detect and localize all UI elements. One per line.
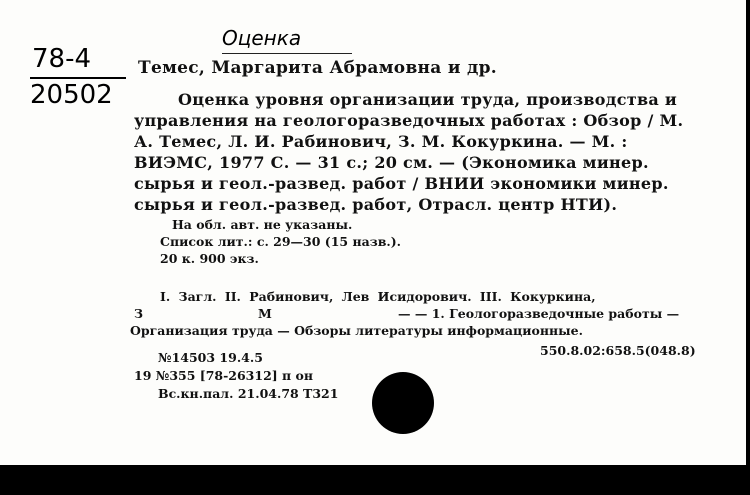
title-line-5: сырья и геол.-развед. работ / ВНИИ экономики минер. (134, 174, 669, 193)
inventory-number: 20502 (30, 80, 113, 110)
tracing-line-2-right: — — 1. Геологоразведочные работы — (398, 306, 680, 321)
punch-hole (372, 372, 434, 434)
handwritten-heading: Оценка (222, 26, 302, 50)
title-line-2: управления на геологоразведочных работах : Обзор / М. (134, 111, 684, 130)
tracing-line-2-mid: М (258, 306, 272, 321)
title-line-4: ВИЭМС, 1977 С. — 31 с.; 20 см. — (Экономика минер. (134, 153, 649, 172)
note-bibliography: Список лит.: с. 29—30 (15 назв.). (160, 234, 401, 249)
shelf-code: 78-4 (32, 44, 92, 74)
record-line-1: №14503 19.4.5 (158, 350, 263, 365)
record-line-2: 19 №355 [78-26312] п он (134, 368, 314, 383)
authors-line: Темес, Маргарита Абрамовна и др. (138, 58, 497, 78)
shelf-code-rule (30, 77, 126, 79)
tracing-line-1: I. Загл. II. Рабинович, Лев Исидорович. III. Кокуркина, (160, 289, 596, 304)
title-line-6: сырья и геол.-развед. работ, Отрасл. центр НТИ). (134, 195, 618, 214)
note-price: 20 к. 900 экз. (160, 251, 259, 266)
classification-number: 550.8.02:658.5(048.8) (540, 343, 696, 358)
tracing-line-3: Организация труда — Обзоры литературы информационные. (130, 323, 583, 338)
record-line-3: Вс.кн.пал. 21.04.78 Т321 (158, 386, 339, 401)
note-cover: На обл. авт. не указаны. (172, 217, 353, 232)
title-line-1: Оценка уровня организации труда, производства и (178, 90, 678, 109)
tracing-line-2-left: З (134, 306, 144, 321)
heading-underline (222, 53, 352, 54)
title-line-3: А. Темес, Л. И. Рабинович, З. М. Кокуркина. — М. : (134, 132, 628, 151)
